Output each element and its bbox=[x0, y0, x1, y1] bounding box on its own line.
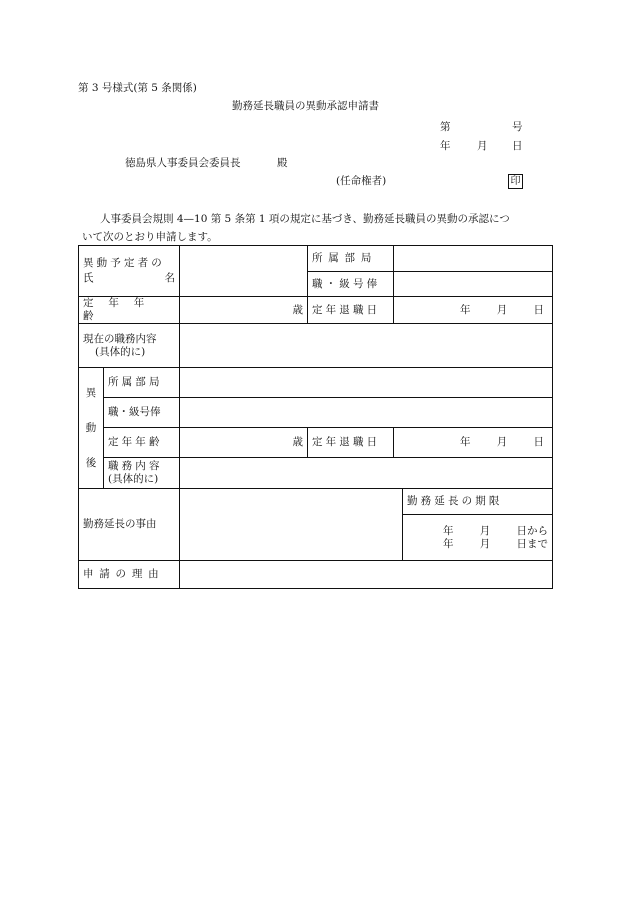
name-label-mei: 名 bbox=[164, 272, 175, 284]
after-age-label: 定年年齢 bbox=[104, 428, 180, 458]
date-day-label: 日 bbox=[512, 140, 523, 152]
body-text-line-2: いて次のとおり申請します。 bbox=[82, 231, 218, 243]
retire-month: 月 bbox=[496, 303, 508, 316]
extension-reason-value-cell[interactable] bbox=[180, 489, 403, 561]
current-duty-label-1: 現在の職務内容 bbox=[83, 332, 157, 345]
dept-value-cell[interactable] bbox=[394, 246, 553, 272]
retire-label: 定年退職日 bbox=[308, 297, 394, 324]
extension-period-label: 勤務延長の期限 bbox=[403, 489, 553, 515]
period-until-suffix: 日まで bbox=[516, 537, 548, 550]
addressee: 徳島県人事委員会委員長 bbox=[125, 157, 241, 169]
after-retire-month: 月 bbox=[496, 436, 508, 448]
current-duty-value-cell[interactable] bbox=[180, 324, 553, 368]
number-dai: 第 bbox=[440, 121, 451, 133]
retire-date-cell[interactable] bbox=[394, 297, 553, 324]
period-from-suffix: 日から bbox=[516, 524, 548, 537]
age-value-cell[interactable] bbox=[180, 297, 308, 324]
body-text-line-1: 人事委員会規則 4—10 第 5 条第 1 項の規定に基づき、勤務延長職員の異動の承認につ bbox=[100, 213, 510, 225]
after-age-value-cell[interactable] bbox=[180, 428, 308, 458]
after-duty-label-2: (具体的に) bbox=[108, 473, 159, 485]
period-until-year: 年 bbox=[443, 537, 454, 550]
after-dept-label: 所属部局 bbox=[104, 368, 180, 398]
application-reason-label: 申請の理由 bbox=[79, 561, 180, 589]
document-title: 勤務延長職員の異動承認申請書 bbox=[232, 100, 379, 112]
after-age-unit: 歳 bbox=[292, 436, 303, 448]
retire-day: 日 bbox=[533, 303, 544, 316]
name-value-cell[interactable] bbox=[180, 246, 308, 297]
extension-reason-label: 勤務延長の事由 bbox=[83, 518, 157, 530]
after-duty-label-cell bbox=[104, 458, 180, 489]
age-label: 定 年 年 齢 bbox=[79, 297, 180, 324]
after-retire-day: 日 bbox=[533, 436, 544, 448]
extension-reason-label-cell bbox=[79, 489, 180, 561]
applicant-label: (任命権者) bbox=[336, 175, 387, 187]
post-label: 職・級号俸 bbox=[308, 272, 394, 297]
current-duty-label-2: (具体的に) bbox=[95, 345, 146, 358]
after-retire-year: 年 bbox=[460, 436, 471, 448]
after-label-go: 後 bbox=[85, 456, 97, 469]
period-from-month: 月 bbox=[479, 524, 491, 537]
after-post-label: 職・級号俸 bbox=[104, 398, 180, 428]
retire-year: 年 bbox=[460, 303, 471, 316]
form-number-label: 第 3 号様式(第 5 条関係) bbox=[78, 82, 197, 94]
age-unit: 歳 bbox=[292, 303, 303, 316]
after-transfer-label-cell bbox=[79, 368, 104, 489]
after-retire-date-cell[interactable] bbox=[394, 428, 553, 458]
number-go: 号 bbox=[512, 121, 523, 133]
after-post-value-cell[interactable] bbox=[180, 398, 553, 428]
date-year-label: 年 bbox=[440, 140, 451, 152]
date-month-label: 月 bbox=[477, 140, 488, 152]
period-from-year: 年 bbox=[443, 524, 454, 537]
period-until-month: 月 bbox=[479, 537, 491, 550]
after-dept-value-cell[interactable] bbox=[180, 368, 553, 398]
after-label-i: 異 bbox=[85, 386, 97, 399]
post-value-cell[interactable] bbox=[394, 272, 553, 297]
name-label-line-1: 異動予定者の bbox=[83, 257, 165, 269]
after-duty-label-1: 職務内容 bbox=[108, 460, 163, 472]
dept-label: 所属部局 bbox=[308, 246, 394, 272]
extension-period-value-cell[interactable] bbox=[403, 515, 553, 561]
after-retire-label: 定年退職日 bbox=[308, 428, 394, 458]
addressee-honorific: 殿 bbox=[277, 157, 288, 169]
seal-mark: 印 bbox=[508, 174, 523, 189]
current-duty-label-cell bbox=[79, 324, 180, 368]
name-label-shi: 氏 bbox=[83, 272, 94, 284]
after-label-dou: 動 bbox=[85, 421, 97, 434]
application-table bbox=[78, 245, 553, 589]
after-duty-value-cell[interactable] bbox=[180, 458, 553, 489]
application-reason-value-cell[interactable] bbox=[180, 561, 553, 589]
name-label-cell bbox=[79, 246, 180, 297]
